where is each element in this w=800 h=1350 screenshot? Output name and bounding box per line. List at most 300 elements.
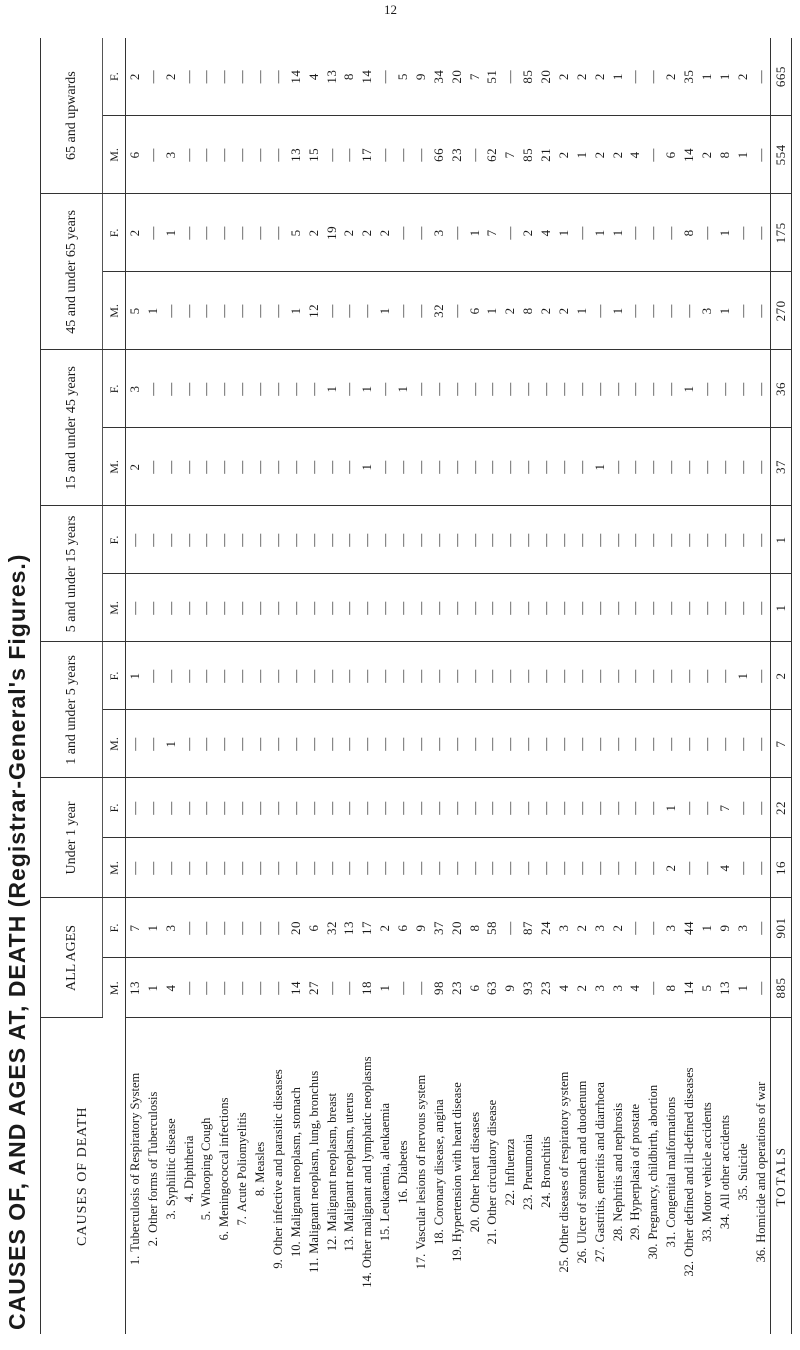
value-cell: — <box>698 506 716 574</box>
value-cell: — <box>233 642 251 710</box>
value-cell: — <box>180 116 198 194</box>
value-cell: — <box>430 574 448 642</box>
cause-label: Malignant neoplasm, stomach <box>288 1087 303 1238</box>
cause-label: Coronary disease, angina <box>431 1099 446 1226</box>
value-cell: — <box>537 778 555 838</box>
value-cell: — <box>644 116 662 194</box>
value-cell: — <box>287 574 305 642</box>
value-cell: — <box>358 710 376 778</box>
cause-number: 25. <box>556 1256 571 1273</box>
cause-cell <box>215 1018 233 1334</box>
cause-cell <box>501 1018 519 1334</box>
value-cell: — <box>144 574 162 642</box>
cause-label: Malignant neoplasm, breast <box>324 1093 339 1232</box>
value-cell: 2 <box>519 194 537 272</box>
cause-cell <box>752 1018 771 1334</box>
value-cell: — <box>644 710 662 778</box>
value-cell: — <box>251 778 269 838</box>
value-cell: 1 <box>698 898 716 958</box>
value-cell: — <box>519 778 537 838</box>
deaths-table <box>40 38 792 1334</box>
cause-label: Diabetes <box>396 1140 411 1185</box>
value-cell: — <box>680 428 698 506</box>
value-cell: — <box>394 506 412 574</box>
cause-cell <box>323 1018 341 1334</box>
age-group-header: ALL AGES <box>41 898 103 1018</box>
total-cell: 1 <box>771 506 792 574</box>
value-cell: — <box>698 778 716 838</box>
table-row <box>680 38 698 1334</box>
value-cell: — <box>448 194 466 272</box>
value-cell: — <box>537 574 555 642</box>
value-cell: — <box>269 574 287 642</box>
value-cell: 5 <box>126 272 144 350</box>
value-cell: 1 <box>555 194 573 272</box>
value-cell: 1 <box>144 898 162 958</box>
value-cell: 7 <box>716 778 734 838</box>
cause-number: 32. <box>682 1261 697 1277</box>
value-cell: 3 <box>162 116 180 194</box>
value-cell: — <box>734 428 752 506</box>
value-cell: — <box>251 958 269 1018</box>
value-cell: 58 <box>484 898 502 958</box>
value-cell: — <box>591 350 609 428</box>
value-cell: — <box>519 710 537 778</box>
value-cell: 1 <box>662 778 680 838</box>
value-cell: 1 <box>716 272 734 350</box>
table-row <box>555 38 573 1334</box>
value-cell: — <box>341 958 359 1018</box>
cause-label: Pneumonia <box>521 1134 536 1191</box>
total-cell: 901 <box>771 898 792 958</box>
value-cell: — <box>644 428 662 506</box>
value-cell: — <box>412 710 430 778</box>
value-cell: — <box>466 838 484 898</box>
value-cell: — <box>716 506 734 574</box>
value-cell: 2 <box>662 38 680 116</box>
value-cell: — <box>501 38 519 116</box>
value-cell: — <box>215 710 233 778</box>
cause-label: Motor vehicle accidents <box>699 1102 714 1223</box>
total-cell: 175 <box>771 194 792 272</box>
cause-label: Malignant neoplasm, uterus <box>342 1092 357 1232</box>
value-cell: — <box>573 506 591 574</box>
cause-cell <box>484 1018 502 1334</box>
value-cell: — <box>215 116 233 194</box>
table-row <box>215 38 233 1334</box>
value-cell: 85 <box>519 38 537 116</box>
total-cell: 554 <box>771 116 792 194</box>
value-cell: — <box>269 642 287 710</box>
cause-number: 27. <box>592 1246 607 1263</box>
value-cell: — <box>358 574 376 642</box>
value-cell: 9 <box>412 898 430 958</box>
value-cell: — <box>144 506 162 574</box>
total-cell: 22 <box>771 778 792 838</box>
value-cell: — <box>376 116 394 194</box>
value-cell: — <box>573 350 591 428</box>
value-cell: — <box>126 574 144 642</box>
cause-number: 26. <box>574 1247 589 1264</box>
value-cell: 8 <box>680 194 698 272</box>
value-cell: 13 <box>341 898 359 958</box>
value-cell: — <box>609 710 627 778</box>
value-cell: — <box>698 642 716 710</box>
value-cell: 21 <box>537 116 555 194</box>
value-cell: — <box>233 898 251 958</box>
cause-cell <box>251 1018 269 1334</box>
value-cell: — <box>376 506 394 574</box>
cause-label: Ulcer of stomach and duodenum <box>574 1080 589 1244</box>
cause-number: 14. <box>360 1272 375 1288</box>
cause-label: Homicide and operations of war <box>753 1081 768 1243</box>
cause-label: Other infective and parasitic diseases <box>270 1069 285 1256</box>
value-cell: 23 <box>537 958 555 1018</box>
cause-column-header: CAUSES OF DEATH <box>41 1018 126 1334</box>
table-row <box>716 38 734 1334</box>
age-group-header: 15 and under 45 years <box>41 350 103 506</box>
value-cell: — <box>412 350 430 428</box>
cause-number: 23. <box>521 1194 536 1210</box>
value-cell: — <box>662 350 680 428</box>
value-cell: — <box>180 898 198 958</box>
value-cell: 63 <box>484 958 502 1018</box>
value-cell: — <box>394 958 412 1018</box>
sex-female-header: F. <box>103 642 126 710</box>
cause-label: Influenza <box>503 1138 518 1186</box>
value-cell: — <box>412 272 430 350</box>
sex-male-header: M. <box>103 574 126 642</box>
age-group-header: 65 and upwards <box>41 38 103 194</box>
value-cell: 5 <box>287 194 305 272</box>
value-cell: 1 <box>162 194 180 272</box>
sex-female-header: F. <box>103 506 126 574</box>
value-cell: — <box>287 350 305 428</box>
value-cell: — <box>555 428 573 506</box>
value-cell: — <box>287 838 305 898</box>
value-cell: 1 <box>162 710 180 778</box>
value-cell: 9 <box>412 38 430 116</box>
value-cell: — <box>609 350 627 428</box>
cause-cell <box>162 1018 180 1334</box>
value-cell: 3 <box>591 898 609 958</box>
value-cell: — <box>305 574 323 642</box>
value-cell: — <box>698 574 716 642</box>
value-cell: — <box>376 710 394 778</box>
value-cell: — <box>448 574 466 642</box>
value-cell: — <box>180 838 198 898</box>
value-cell: 6 <box>662 116 680 194</box>
value-cell: — <box>519 642 537 710</box>
value-cell: 2 <box>537 272 555 350</box>
value-cell: — <box>376 350 394 428</box>
value-cell: 98 <box>430 958 448 1018</box>
cause-label: Hyperplasia of prostate <box>628 1103 643 1221</box>
value-cell: — <box>323 778 341 838</box>
value-cell: 17 <box>358 898 376 958</box>
total-cell: 665 <box>771 38 792 116</box>
value-cell: — <box>305 428 323 506</box>
value-cell: — <box>627 710 645 778</box>
value-cell: 3 <box>555 898 573 958</box>
value-cell: 6 <box>466 958 484 1018</box>
cause-number: 21. <box>485 1228 500 1245</box>
cause-number: 19. <box>449 1246 464 1262</box>
value-cell: 13 <box>323 38 341 116</box>
value-cell: — <box>305 642 323 710</box>
value-cell: — <box>341 642 359 710</box>
cause-label: Pregnancy, childbirth, abortion <box>646 1084 661 1240</box>
value-cell: — <box>573 194 591 272</box>
cause-cell <box>519 1018 537 1334</box>
value-cell: — <box>198 778 216 838</box>
value-cell: — <box>609 506 627 574</box>
value-cell: — <box>323 272 341 350</box>
table-row <box>198 38 216 1334</box>
value-cell: 32 <box>430 272 448 350</box>
value-cell: 1 <box>466 194 484 272</box>
value-cell: — <box>126 838 144 898</box>
table-row <box>519 38 537 1334</box>
value-cell: — <box>537 838 555 898</box>
value-cell: — <box>341 272 359 350</box>
value-cell: 1 <box>609 272 627 350</box>
table-row <box>341 38 359 1334</box>
value-cell: — <box>430 838 448 898</box>
table-row <box>662 38 680 1334</box>
value-cell: 1 <box>680 350 698 428</box>
value-cell: — <box>519 350 537 428</box>
cause-number: 1. <box>127 1255 142 1266</box>
value-cell: — <box>644 642 662 710</box>
value-cell: 23 <box>448 116 466 194</box>
value-cell: — <box>752 898 771 958</box>
table-row <box>627 38 645 1334</box>
cause-label: Other malignant and lymphatic neoplasms <box>360 1056 375 1269</box>
value-cell: — <box>251 710 269 778</box>
value-cell: — <box>305 778 323 838</box>
value-cell: — <box>412 838 430 898</box>
value-cell: — <box>215 838 233 898</box>
value-cell: — <box>555 506 573 574</box>
value-cell: 20 <box>537 38 555 116</box>
value-cell: — <box>466 642 484 710</box>
value-cell: — <box>394 838 412 898</box>
value-cell: — <box>376 428 394 506</box>
value-cell: — <box>198 506 216 574</box>
total-cell: 885 <box>771 958 792 1018</box>
value-cell: — <box>323 958 341 1018</box>
value-cell: — <box>752 38 771 116</box>
value-cell: — <box>341 574 359 642</box>
table-row <box>126 38 144 1334</box>
value-cell: 2 <box>573 958 591 1018</box>
value-cell: — <box>215 38 233 116</box>
value-cell: 1 <box>734 116 752 194</box>
value-cell: 66 <box>430 116 448 194</box>
value-cell: — <box>215 642 233 710</box>
table-row <box>537 38 555 1334</box>
value-cell: 1 <box>609 194 627 272</box>
value-cell: — <box>215 428 233 506</box>
cause-number: 5. <box>199 1210 214 1221</box>
value-cell: — <box>573 642 591 710</box>
value-cell: 1 <box>573 272 591 350</box>
value-cell: — <box>591 778 609 838</box>
table-body <box>126 38 771 1334</box>
value-cell: — <box>627 272 645 350</box>
sex-male-header: M. <box>103 428 126 506</box>
value-cell: 2 <box>341 194 359 272</box>
value-cell: — <box>519 506 537 574</box>
value-cell: — <box>215 350 233 428</box>
cause-label: Congenital malformations <box>664 1096 679 1228</box>
value-cell: — <box>358 272 376 350</box>
value-cell: — <box>466 778 484 838</box>
value-cell: — <box>698 428 716 506</box>
value-cell: — <box>323 710 341 778</box>
value-cell: 6 <box>394 898 412 958</box>
value-cell: — <box>412 506 430 574</box>
value-cell: — <box>394 574 412 642</box>
cause-label: Other forms of Tuberculosis <box>145 1091 160 1233</box>
value-cell: — <box>627 778 645 838</box>
cause-label: Bronchitis <box>539 1136 554 1189</box>
value-cell: — <box>627 506 645 574</box>
value-cell: 34 <box>430 38 448 116</box>
value-cell: — <box>484 642 502 710</box>
value-cell: 1 <box>591 194 609 272</box>
value-cell: — <box>251 428 269 506</box>
cause-label: Other diseases of respiratory system <box>556 1071 571 1253</box>
value-cell: 2 <box>501 272 519 350</box>
cause-cell <box>233 1018 251 1334</box>
value-cell: — <box>215 958 233 1018</box>
value-cell: 1 <box>376 272 394 350</box>
value-cell: — <box>269 710 287 778</box>
value-cell: — <box>484 506 502 574</box>
value-cell: 14 <box>680 116 698 194</box>
cause-cell <box>394 1018 412 1334</box>
cause-cell <box>358 1018 376 1334</box>
value-cell: — <box>555 838 573 898</box>
value-cell: 1 <box>609 38 627 116</box>
value-cell: — <box>680 778 698 838</box>
value-cell: — <box>287 642 305 710</box>
value-cell: 2 <box>376 898 394 958</box>
table-row <box>269 38 287 1334</box>
cause-cell <box>662 1018 680 1334</box>
value-cell: — <box>126 710 144 778</box>
total-cell: 37 <box>771 428 792 506</box>
value-cell: — <box>734 838 752 898</box>
value-cell: — <box>412 642 430 710</box>
value-cell: 8 <box>662 958 680 1018</box>
value-cell: — <box>198 350 216 428</box>
cause-number: 13. <box>342 1235 357 1252</box>
value-cell: — <box>466 574 484 642</box>
value-cell: — <box>198 272 216 350</box>
cause-number: 6. <box>217 1230 232 1241</box>
value-cell: — <box>752 574 771 642</box>
value-cell: — <box>644 958 662 1018</box>
value-cell: — <box>180 778 198 838</box>
value-cell: 1 <box>698 38 716 116</box>
value-cell: 1 <box>734 958 752 1018</box>
total-cell: 2 <box>771 642 792 710</box>
total-cell: 36 <box>771 350 792 428</box>
value-cell: 1 <box>573 116 591 194</box>
sex-female-header: F. <box>103 778 126 838</box>
value-cell: 8 <box>519 272 537 350</box>
table-row <box>305 38 323 1334</box>
value-cell: — <box>287 710 305 778</box>
value-cell: — <box>341 350 359 428</box>
value-cell: 1 <box>287 272 305 350</box>
value-cell: — <box>180 38 198 116</box>
table-row <box>358 38 376 1334</box>
value-cell: 1 <box>591 428 609 506</box>
value-cell: 4 <box>305 38 323 116</box>
value-cell: — <box>198 574 216 642</box>
sex-female-header: F. <box>103 350 126 428</box>
value-cell: 7 <box>501 116 519 194</box>
value-cell: — <box>341 710 359 778</box>
value-cell: — <box>269 838 287 898</box>
value-cell: — <box>269 116 287 194</box>
value-cell: 8 <box>341 38 359 116</box>
cause-number: 9. <box>270 1259 285 1269</box>
value-cell: — <box>180 428 198 506</box>
value-cell: 93 <box>519 958 537 1018</box>
table-row <box>698 38 716 1334</box>
total-cell: 7 <box>771 710 792 778</box>
value-cell: — <box>698 838 716 898</box>
value-cell: 5 <box>394 38 412 116</box>
value-cell: — <box>180 194 198 272</box>
value-cell: — <box>269 898 287 958</box>
value-cell: — <box>555 642 573 710</box>
cause-cell <box>180 1018 198 1334</box>
cause-label: Other heart diseases <box>467 1111 482 1213</box>
value-cell: — <box>251 506 269 574</box>
value-cell: 8 <box>466 898 484 958</box>
value-cell: 24 <box>537 898 555 958</box>
cause-number: 3. <box>163 1210 178 1220</box>
table-row <box>394 38 412 1334</box>
value-cell: 2 <box>555 272 573 350</box>
value-cell: 7 <box>466 38 484 116</box>
value-cell: — <box>269 428 287 506</box>
value-cell: — <box>269 272 287 350</box>
value-cell: — <box>501 574 519 642</box>
value-cell: — <box>269 506 287 574</box>
value-cell: — <box>466 506 484 574</box>
value-cell: — <box>233 428 251 506</box>
value-cell: — <box>323 428 341 506</box>
age-group-header: 1 and under 5 years <box>41 642 103 778</box>
cause-cell <box>305 1018 323 1334</box>
table-row <box>430 38 448 1334</box>
total-cell: 1 <box>771 574 792 642</box>
value-cell: 13 <box>716 958 734 1018</box>
cause-cell <box>287 1018 305 1334</box>
value-cell: — <box>215 778 233 838</box>
value-cell: 4 <box>627 116 645 194</box>
cause-cell <box>412 1018 430 1334</box>
value-cell: — <box>269 778 287 838</box>
value-cell: — <box>698 350 716 428</box>
